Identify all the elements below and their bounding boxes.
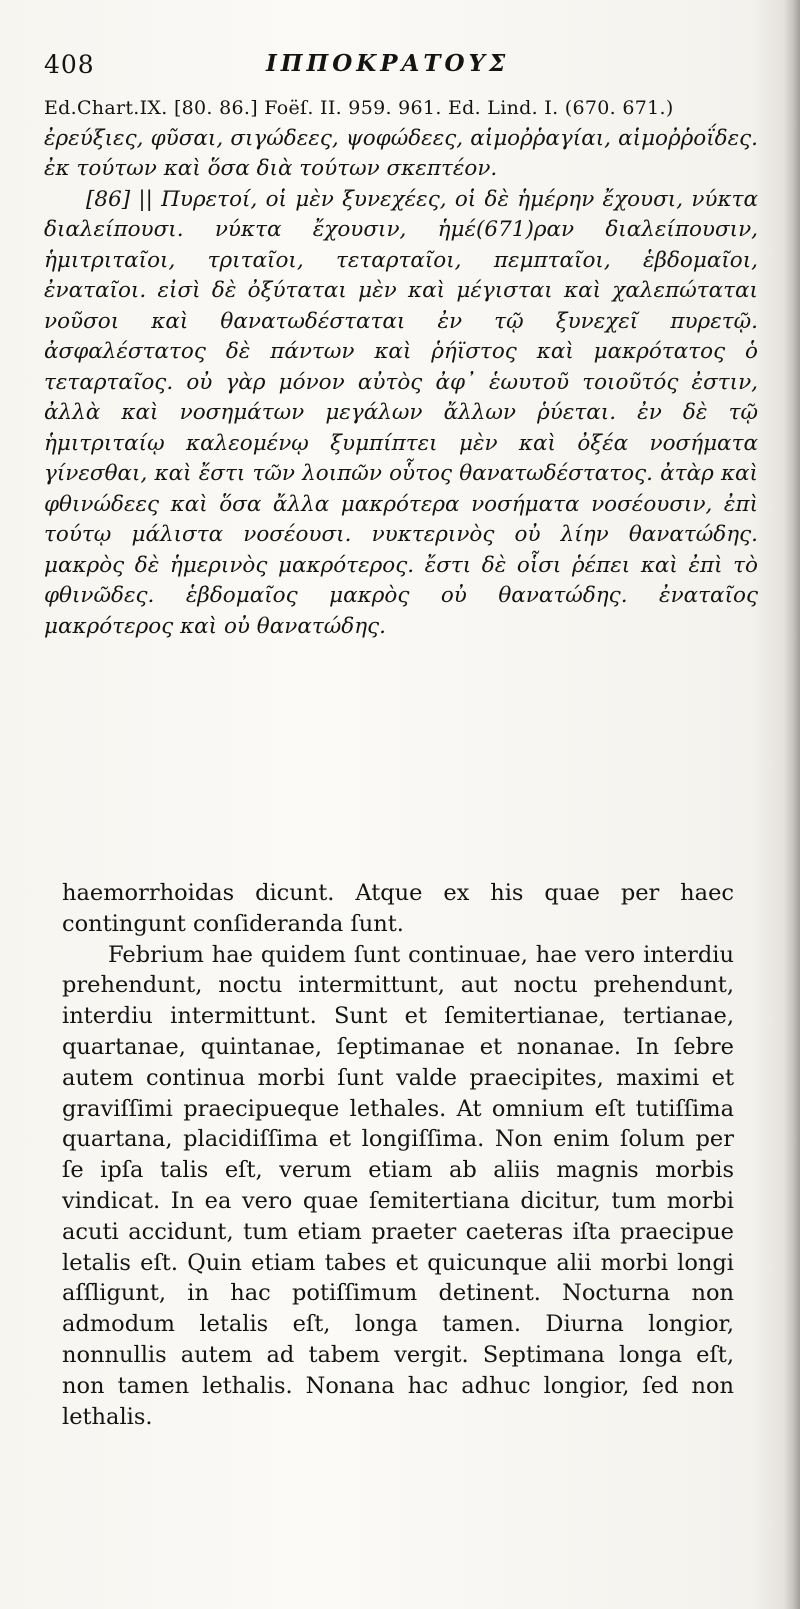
edition-references: Ed.Chart.IX. [80. 86.] Foëſ. II. 959. 961. Ed. Lind. I. (670. 671.) — [44, 97, 674, 119]
page-header — [44, 50, 754, 92]
page-number: 408 — [44, 50, 95, 79]
greek-text-block — [44, 93, 758, 642]
page-gutter-shadow — [784, 0, 800, 1609]
latin-continuation: haemorrhoidas dicunt. Atque ex his quae per haec contingunt conſideranda ſunt. — [62, 880, 734, 937]
greek-paragraph: [86] || Πυρετοί, οἱ μὲν ξυνεχέες, οἱ δὲ ἡμέρην ἔχουσι, νύκτα διαλείπουσι. νύκτα ἔχουσιν, ἡμέ(671)ραν διαλείπουσιν, ἡμιτριταῖοι, τριταῖοι, τεταρταῖοι, πεμπταῖοι, ἑβδομαῖοι, ἐναταῖοι. εἰσὶ δὲ ὀξύταται μὲν καὶ μέγισται καὶ χαλεπώταται νοῦσοι καὶ θανατωδέσταται ἐν τῷ ξυνεχεῖ πυρετῷ. ἀσφαλέστατος δὲ πάντων καὶ ῥήϊστος καὶ μακρότατος ὁ τεταρταῖος. οὐ γὰρ μόνον αὐτὸς ἀφ᾽ ἑωυτοῦ τοιοῦτός ἐστιν, ἀλλὰ καὶ νοσημάτων μεγάλων ἄλλων ῥύεται. ἐν δὲ τῷ ἡμιτριταίῳ καλεομένῳ ξυμπίπτει μὲν καὶ ὀξέα νοσήματα γίνεσθαι, καὶ ἔστι τῶν λοιπῶν οὗτος θανατωδέστατος. ἀτὰρ καὶ φθινώδεες καὶ ὅσα ἄλλα μακρότερα νοσήματα νοσέουσιν, ἐπὶ τούτῳ μάλιστα νοσέουσι. νυκτερινὸς οὐ λίην θανατώδης. μακρὸς δὲ ἡμερινὸς μακρότερος. ἔστι δὲ οἷσι ῥέπει καὶ ἐπὶ τὸ φθινῶδες. ἑβδομαῖος μακρὸς οὐ θανατώδης. ἐναταῖος μακρότερος καὶ οὐ θανατώδης. — [44, 186, 758, 639]
running-title: ΙΠΠΟΚΡΑΤΟΥΣ — [266, 50, 510, 77]
latin-text-block — [62, 878, 734, 1432]
latin-paragraph: Febrium hae quidem ſunt continuae, hae vero interdiu prehendunt, noctu intermittunt, aut noctu prehendunt, interdiu intermittunt. Sunt et ſemitertianae, tertianae, quartanae, quintanae, ſeptimanae et nonanae. In ſebre autem continua morbi ſunt valde praecipites, maximi et graviſſimi praecipueque lethales. At omnium eſt tutiſſima quartana, placidiſſima et longiſſima. Non enim ſolum per ſe ipſa talis eſt, verum etiam ab aliis magnis morbis vindicat. In ea vero quae ſemitertiana dicitur, tum morbi acuti accidunt, tum etiam praeter caeteras iſta praecipue letalis eſt. Quin etiam tabes et quicunque alii morbi longi aſſligunt, in hac potiſſimum detinent. Nocturna non admodum letalis eſt, longa tamen. Diurna longior, nonnullis autem ad tabem vergit. Septimana longa eſt, non tamen lethalis. Nonana hac adhuc longior, ſed non lethalis. — [62, 941, 734, 1430]
greek-continuation: ἐρεύξιες, φῦσαι, σιγώδεες, ψοφώδεες, αἱμοῤῥαγίαι, αἱμοῤῥοΐδες. ἐκ τούτων καὶ ὅσα διὰ τούτων σκεπτέον. — [44, 125, 758, 181]
